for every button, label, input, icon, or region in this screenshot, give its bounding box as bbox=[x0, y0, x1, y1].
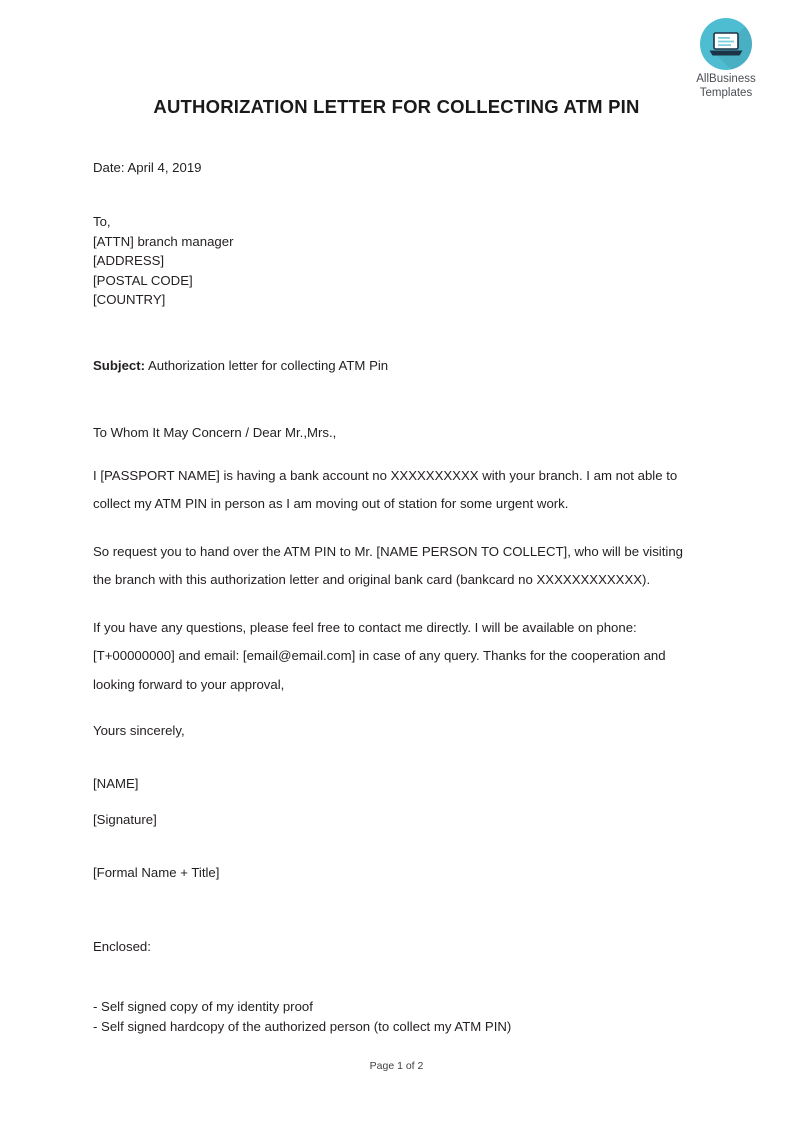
page-footer: Page 1 of 2 bbox=[369, 1060, 424, 1072]
signature-name: [NAME] bbox=[93, 776, 139, 791]
date-line: Date: April 4, 2019 bbox=[93, 160, 202, 175]
laptop-icon bbox=[709, 31, 743, 57]
recipient-attn: [ATTN] branch manager bbox=[93, 233, 234, 249]
recipient-postal-code: [POSTAL CODE] bbox=[93, 272, 193, 288]
brand-circle bbox=[700, 18, 752, 70]
enclosed-list bbox=[93, 997, 701, 1037]
signature-placeholder: [Signature] bbox=[93, 812, 157, 827]
letter-body bbox=[93, 158, 701, 1037]
subject-label: Subject: bbox=[93, 357, 146, 373]
recipient-address: [ADDRESS] bbox=[93, 253, 165, 268]
recipient-to: To, bbox=[93, 214, 111, 229]
closing-line: Yours sincerely, bbox=[93, 723, 185, 738]
signature-formal-title: [Formal Name + Title] bbox=[93, 865, 220, 880]
body-paragraph-2: So request you to hand over the ATM PIN to Mr. [NAME PERSON TO COLLECT], who will be visiting the branch with this authorization letter and original bank card (bankcard no XXXXXXXXXXXX). bbox=[93, 543, 684, 587]
salutation: To Whom It May Concern / Dear Mr.,Mrs., bbox=[93, 424, 337, 440]
body-paragraph-1: I [PASSPORT NAME] is having a bank account no XXXXXXXXXX with your branch. I am not able to collect my ATM PIN in person as I am moving out of station for some urgent work. bbox=[93, 467, 678, 511]
subject-line bbox=[93, 356, 701, 376]
enclosed-item: - Self signed hardcopy of the authorized person (to collect my ATM PIN) bbox=[93, 1019, 512, 1034]
enclosed-heading: Enclosed: bbox=[93, 939, 151, 954]
body-paragraph-3: If you have any questions, please feel free to contact me directly. I will be available on phone: [T+00000000] and email: [email@email.com] in case of any query. Thanks for the cooperation and looking forward to your approval, bbox=[93, 619, 666, 692]
page-title: AUTHORIZATION LETTER FOR COLLECTING ATM PIN bbox=[153, 96, 640, 117]
enclosed-item: - Self signed copy of my identity proof bbox=[93, 999, 313, 1014]
brand-name-line2: Templates bbox=[699, 86, 753, 99]
brand-name-line1: AllBusiness bbox=[696, 73, 756, 85]
recipient-address-block bbox=[93, 212, 701, 310]
subject-value: Authorization letter for collecting ATM Pin bbox=[147, 357, 389, 373]
recipient-country: [COUNTRY] bbox=[93, 292, 166, 307]
brand-logo bbox=[683, 18, 769, 100]
